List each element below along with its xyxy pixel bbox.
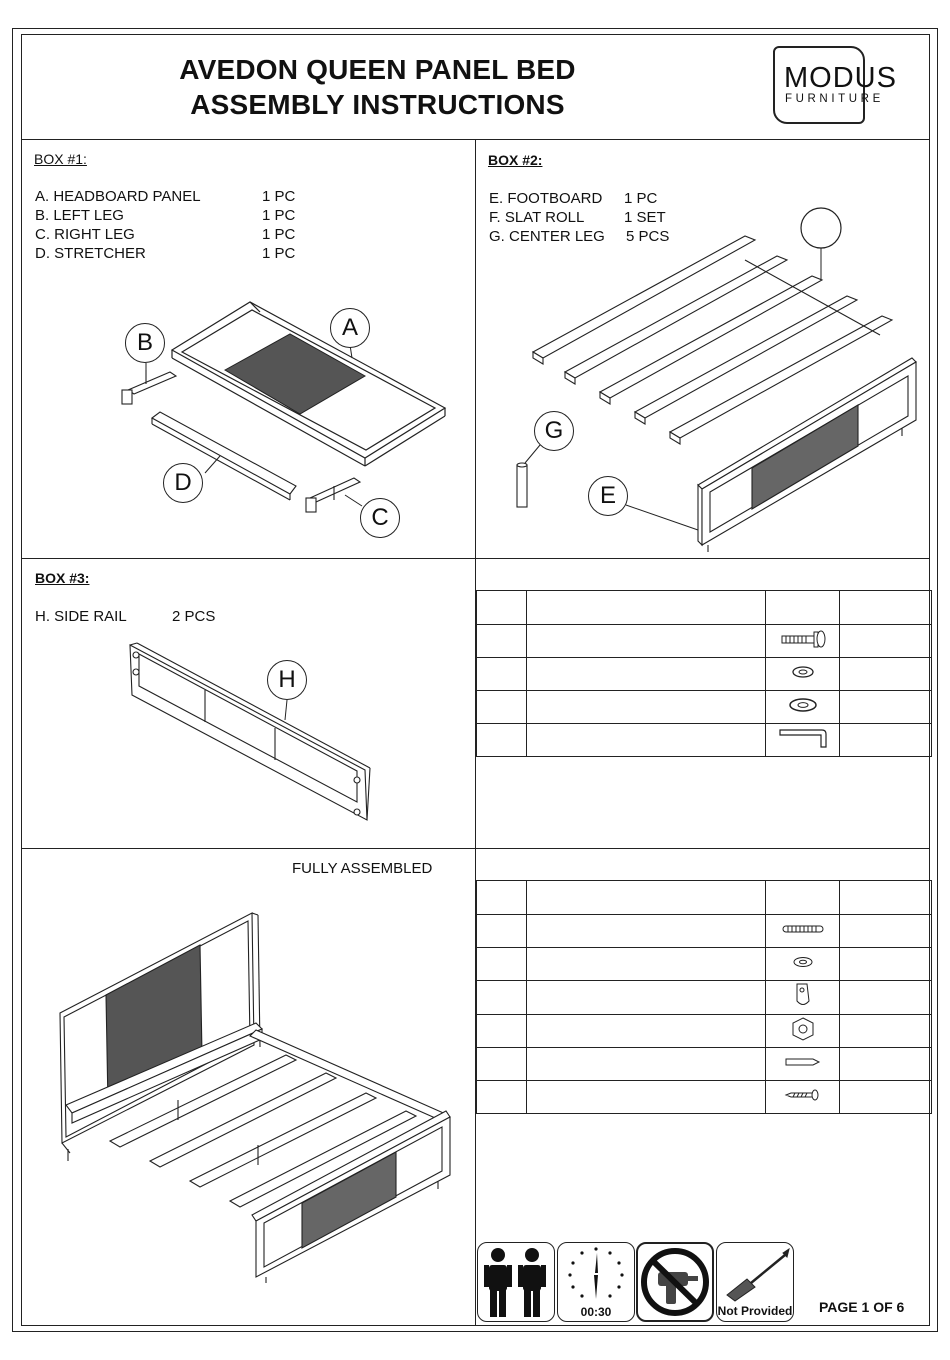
box1-item-b-qty: 1 PC (262, 207, 296, 224)
allen-key-icon (776, 725, 830, 751)
box1-item-c-qty: 1 PC (262, 226, 296, 243)
flat-washer-icon (786, 695, 820, 715)
not-provided-label: Not Provided (717, 1304, 793, 1318)
small-washer-icon (789, 954, 817, 970)
box1-item-a-qty: 1 PC (262, 188, 296, 205)
callout-b: B (125, 323, 165, 363)
callout-a: A (330, 308, 370, 348)
title-line-1: AVEDON QUEEN PANEL BED (179, 54, 576, 85)
callout-h: H (267, 660, 307, 700)
side-rail-illustration (125, 640, 385, 830)
title-line-2: ASSEMBLY INSTRUCTIONS (190, 89, 565, 120)
box1-item-a: A. HEADBOARD PANEL (35, 188, 201, 205)
hardware-table-1 (476, 590, 932, 757)
two-person-icon (478, 1243, 554, 1321)
box2-parts-illustration (480, 200, 928, 555)
logo-main-text: MODUS (784, 62, 897, 94)
center-leg-drawing (517, 463, 527, 507)
callout-g: G (534, 411, 574, 451)
box2-item-e-qty: 1 PC (624, 190, 658, 207)
box2-item-f-qty: 1 SET (624, 209, 666, 226)
box2-item-g-qty: 5 PCS (626, 228, 670, 245)
box1-item-b: B. LEFT LEG (35, 207, 124, 224)
box1-item-c: C. RIGHT LEG (35, 226, 135, 243)
callout-c: C (360, 498, 400, 538)
box3-item-h: H. SIDE RAIL (35, 608, 127, 625)
box2-item-f: F. SLAT ROLL (489, 209, 585, 226)
callout-e: E (588, 476, 628, 516)
fully-assembled-label: FULLY ASSEMBLED (292, 860, 433, 877)
box2-heading: BOX #2: (488, 152, 543, 168)
hex-nut-icon (790, 1016, 816, 1042)
callout-d: D (163, 463, 203, 503)
callout-f-empty (801, 208, 841, 248)
bolt-icon (778, 629, 828, 649)
box1-item-d-qty: 1 PC (262, 245, 296, 262)
box1-item-d: D. STRETCHER (35, 245, 146, 262)
bolt-cell (766, 625, 840, 658)
no-power-drill-icon (638, 1244, 712, 1320)
box3-heading: BOX #3: (35, 570, 90, 586)
box2-item-g: G. CENTER LEG (489, 228, 605, 245)
two-person-card (477, 1242, 555, 1322)
row1-divider (21, 558, 930, 559)
clock-icon (558, 1243, 634, 1303)
screwdriver-card (716, 1242, 794, 1322)
no-power-tools-card (636, 1242, 714, 1322)
time-label: 00:30 (580, 1305, 612, 1319)
lock-washer-icon (788, 663, 818, 681)
right-leg-drawing (306, 478, 360, 512)
box2-item-e: E. FOOTBOARD (489, 190, 603, 207)
footboard-drawing (698, 358, 916, 552)
box3-item-h-qty: 2 PCS (172, 608, 216, 625)
screw-icon (783, 1088, 823, 1102)
hardware-table-2 (476, 880, 932, 1114)
screwdriver-icon (717, 1243, 793, 1305)
row2-divider (21, 848, 930, 849)
box1-heading: BOX #1: (34, 151, 87, 167)
dowel-icon (783, 1055, 823, 1069)
bracket-icon (791, 981, 815, 1009)
assembled-bed-illustration (40, 905, 460, 1285)
logo-sub-text: FURNITURE (785, 93, 884, 105)
spring-icon (781, 923, 825, 935)
clock-card (557, 1242, 635, 1322)
page-number: PAGE 1 OF 6 (819, 1299, 905, 1315)
left-leg-drawing (122, 370, 176, 404)
